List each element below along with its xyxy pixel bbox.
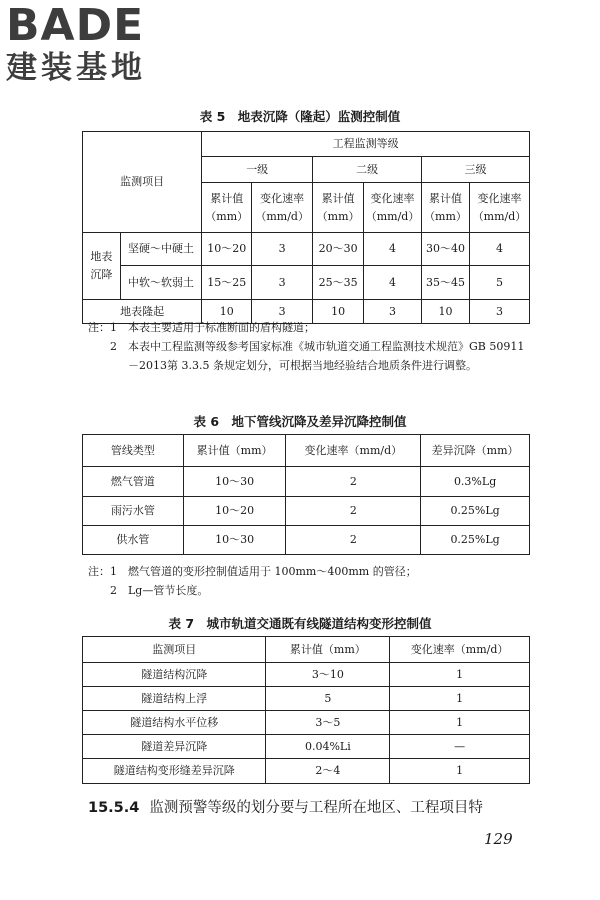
table7-cell: 1 [390,687,530,711]
table5-cell: 3 [252,300,313,324]
table5-cell: 10 [422,300,470,324]
table-row [83,735,530,759]
table5-cum-header-3: 累计值 （mm） [422,183,470,233]
table5-cell: 3 [469,300,529,324]
table5-item-header: 监测项目 [83,132,202,233]
notes-lead: 注： [88,321,110,334]
table-row [83,663,530,687]
table5-group-label: 地表 沉降 [83,233,121,300]
note-text: 燃气管道的变形控制值适用于 100mm～400mm 的管径； [128,565,417,578]
table7-cell: 1 [390,663,530,687]
table5-caption: 表 5 地表沉降（隆起）监测控制值 [199,109,401,124]
table6-cell: 0.3%Lg [421,467,530,497]
logo-brand: BADE [6,0,145,51]
table7-header: 监测项目 [83,637,266,663]
table6-header: 差异沉降（mm） [421,435,530,467]
table-row [83,266,530,300]
section-number: 15.5.4 [88,800,140,816]
table7-cell: 5 [266,687,390,711]
table-row [83,467,530,497]
table5-cell: 5 [469,266,529,300]
table5-cell: 3 [252,233,313,266]
table7-cell: 隧道差异沉降 [83,735,266,759]
table6-cell: 10～30 [183,526,286,555]
table-row [83,526,530,555]
table5-rate-header-1: 变化速率 （mm/d） [252,183,313,233]
table7-cell: 0.04%Li [266,735,390,759]
section-text: 监测预警等级的划分要与工程所在地区、工程项目特 [149,800,483,816]
table5-grade-header: 工程监测等级 [202,132,530,157]
table6-cell: 2 [286,497,421,526]
logo-subtitle: 建装基地 [6,50,146,86]
table5 [82,131,530,324]
table7-header: 变化速率（mm/d） [390,637,530,663]
table5-level-1: 一级 [202,157,313,183]
table5-rate-header-2: 变化速率 （mm/d） [364,183,422,233]
table7-cell: 3～10 [266,663,390,687]
brand-logo [6,0,176,86]
notes-lead: 注： [88,565,110,578]
table7-cell: 3～5 [266,711,390,735]
note-text: 本表中工程监测等级参考国家标准《城市轨道交通工程监测技术规范》GB 50911－2013第 3.3.5 条规定划分，可根据当地经验结合地质条件进行调整。 [128,340,525,372]
table6-cell: 燃气管道 [83,467,184,497]
table5-cell: 10 [202,300,252,324]
table7-cell: 隧道结构变形缝差异沉降 [83,759,266,784]
table6-cell: 10～30 [183,467,286,497]
table5-cell: 4 [364,266,422,300]
table5-cum-header-2: 累计值 （mm） [313,183,364,233]
note-number: 2 [110,584,117,597]
table7-header: 累计值（mm） [266,637,390,663]
table7-cell: 隧道结构沉降 [83,663,266,687]
table6-notes [88,562,528,600]
table5-level-2: 二级 [313,157,422,183]
table6-header: 管线类型 [83,435,184,467]
table7-cell: 1 [390,711,530,735]
table5-cell: 10 [313,300,364,324]
section-paragraph [88,796,483,817]
table6-cell: 10～20 [183,497,286,526]
table6 [82,434,530,555]
table7-cell: — [390,735,530,759]
table7-cell: 隧道结构上浮 [83,687,266,711]
table-row [83,497,530,526]
note-number: 1 [110,565,117,578]
table5-row-name: 坚硬～中硬土 [120,233,201,266]
table6-header: 累计值（mm） [183,435,286,467]
table5-cell: 4 [469,233,529,266]
table5-cell: 25～35 [313,266,364,300]
page-number: 129 [484,830,513,848]
table6-cell: 2 [286,526,421,555]
note-text: 本表主要适用于标准断面的盾构隧道； [128,321,315,334]
table5-cell: 15～25 [202,266,252,300]
table6-header: 变化速率（mm/d） [286,435,421,467]
table6-cell: 0.25%Lg [421,526,530,555]
note-number: 1 [110,321,117,334]
table5-rate-header-3: 变化速率 （mm/d） [469,183,529,233]
table5-row-name: 地表隆起 [83,300,202,324]
table5-cell: 4 [364,233,422,266]
table7-caption: 表 7 城市轨道交通既有线隧道结构变形控制值 [168,616,432,631]
table5-cell: 3 [364,300,422,324]
table7 [82,636,530,784]
table5-level-3: 三级 [422,157,530,183]
table5-cell: 10～20 [202,233,252,266]
table6-caption: 表 6 地下管线沉降及差异沉降控制值 [193,414,407,429]
note-text: Lg—管节长度。 [128,584,209,597]
table-row [83,687,530,711]
table5-notes [88,318,528,375]
note-number: 2 [110,340,117,353]
table7-cell: 2～4 [266,759,390,784]
table5-row-name: 中软～软弱土 [120,266,201,300]
table-row [83,759,530,784]
table5-cell: 35～45 [422,266,470,300]
table5-cell: 3 [252,266,313,300]
table7-cell: 1 [390,759,530,784]
table-row [83,233,530,266]
table6-cell: 0.25%Lg [421,497,530,526]
table5-cum-header-1: 累计值 （mm） [202,183,252,233]
table6-cell: 雨污水管 [83,497,184,526]
table5-cell: 30～40 [422,233,470,266]
table5-cell: 20～30 [313,233,364,266]
table6-cell: 2 [286,467,421,497]
table6-cell: 供水管 [83,526,184,555]
table7-cell: 隧道结构水平位移 [83,711,266,735]
table-row [83,711,530,735]
